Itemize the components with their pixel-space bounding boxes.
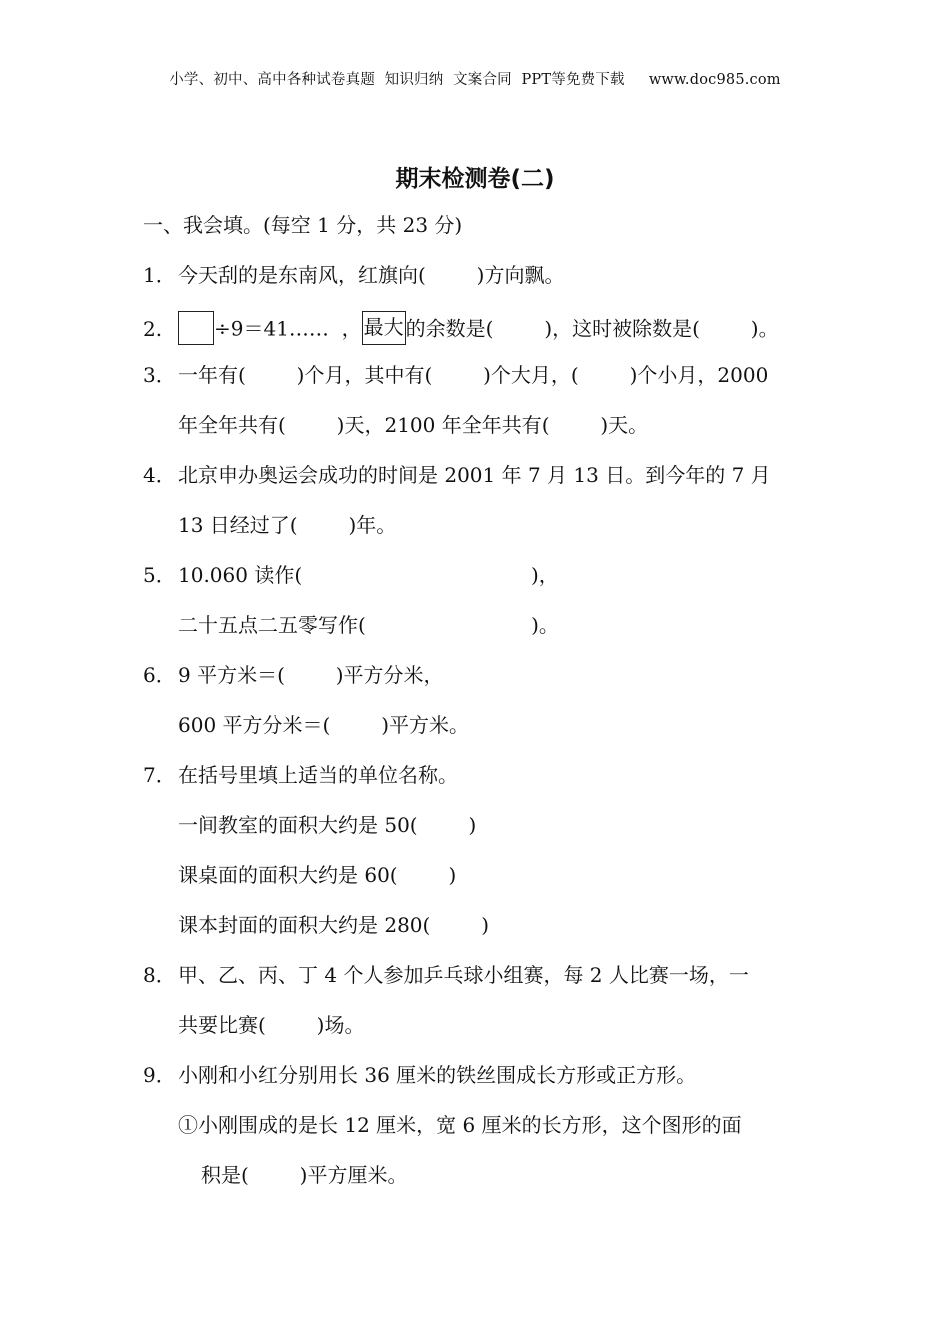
question-6-continued: 600 平方分米＝( )平方米。 — [178, 713, 469, 737]
question-9-sub-1: ①小刚围成的是长 12 厘米，宽 6 厘米的长方形，这个图形的面 — [178, 1113, 742, 1137]
question-number: 1． — [143, 263, 176, 287]
question-number: 4． — [143, 463, 176, 487]
question-5 — [143, 563, 559, 587]
question-number: 2. — [143, 316, 163, 341]
question-4 — [143, 463, 771, 487]
header-text: 小学、初中、高中各种试卷真题 知识归纳 文案合同 PPT等免费下载 — [169, 72, 625, 88]
question-text: 甲、乙、丙、丁 4 个人参加乒乓球小组赛，每 2 人比赛一场，一 — [178, 963, 749, 987]
question-1 — [143, 263, 564, 287]
question-text: 小刚和小红分别用长 36 厘米的铁丝围成长方形或正方形。 — [178, 1063, 697, 1087]
question-9 — [143, 1063, 696, 1087]
blank-box — [178, 311, 214, 345]
question-text-part1: ÷9＝41…… ， — [214, 316, 362, 341]
header-url: www.doc985.com — [648, 72, 781, 88]
question-8-continued: 共要比赛( )场。 — [178, 1013, 365, 1037]
question-9-sub-1-continued: 积是( )平方厘米。 — [201, 1163, 408, 1187]
question-3-continued: 年全年共有( )天，2100 年全年共有( )天。 — [178, 413, 649, 437]
question-3 — [143, 363, 768, 387]
question-4-continued: 13 日经过了( )年。 — [178, 513, 397, 537]
page-header — [0, 68, 950, 89]
exam-title: 期末检测卷(二) — [395, 166, 555, 192]
question-2 — [143, 313, 779, 347]
question-text: 一年有( )个月，其中有( )个大月，( )个小月，2000 — [178, 363, 769, 387]
question-text: 今天刮的是东南风，红旗向( )方向飘。 — [178, 263, 565, 287]
question-7-item-3: 课本封面的面积大约是 280( ) — [178, 913, 489, 937]
question-number: 9． — [143, 1063, 176, 1087]
question-number: 7． — [143, 763, 176, 787]
question-6 — [143, 663, 444, 687]
question-number: 3． — [143, 363, 176, 387]
question-8 — [143, 963, 749, 987]
question-text: 10.060 读作( )， — [178, 563, 559, 587]
question-text: 在括号里填上适当的单位名称。 — [178, 763, 458, 787]
question-7-item-1: 一间教室的面积大约是 50( ) — [178, 813, 477, 837]
boxed-word: 最大 — [362, 311, 406, 345]
question-number: 5． — [143, 563, 176, 587]
question-number: 8． — [143, 963, 176, 987]
question-7 — [143, 763, 458, 787]
question-7-item-2: 课桌面的面积大约是 60( ) — [178, 863, 457, 887]
question-5-continued: 二十五点二五零写作( )。 — [178, 613, 559, 637]
question-text-part2: 的余数是( )，这时被除数是( )。 — [405, 316, 779, 341]
section-heading: 一、我会填。(每空 1 分，共 23 分) — [143, 213, 463, 237]
question-number: 6． — [143, 663, 176, 687]
question-text: 北京申办奥运会成功的时间是 2001 年 7 月 13 日。到今年的 7 月 — [178, 463, 771, 487]
question-text: 9 平方米＝( )平方分米， — [178, 663, 444, 687]
